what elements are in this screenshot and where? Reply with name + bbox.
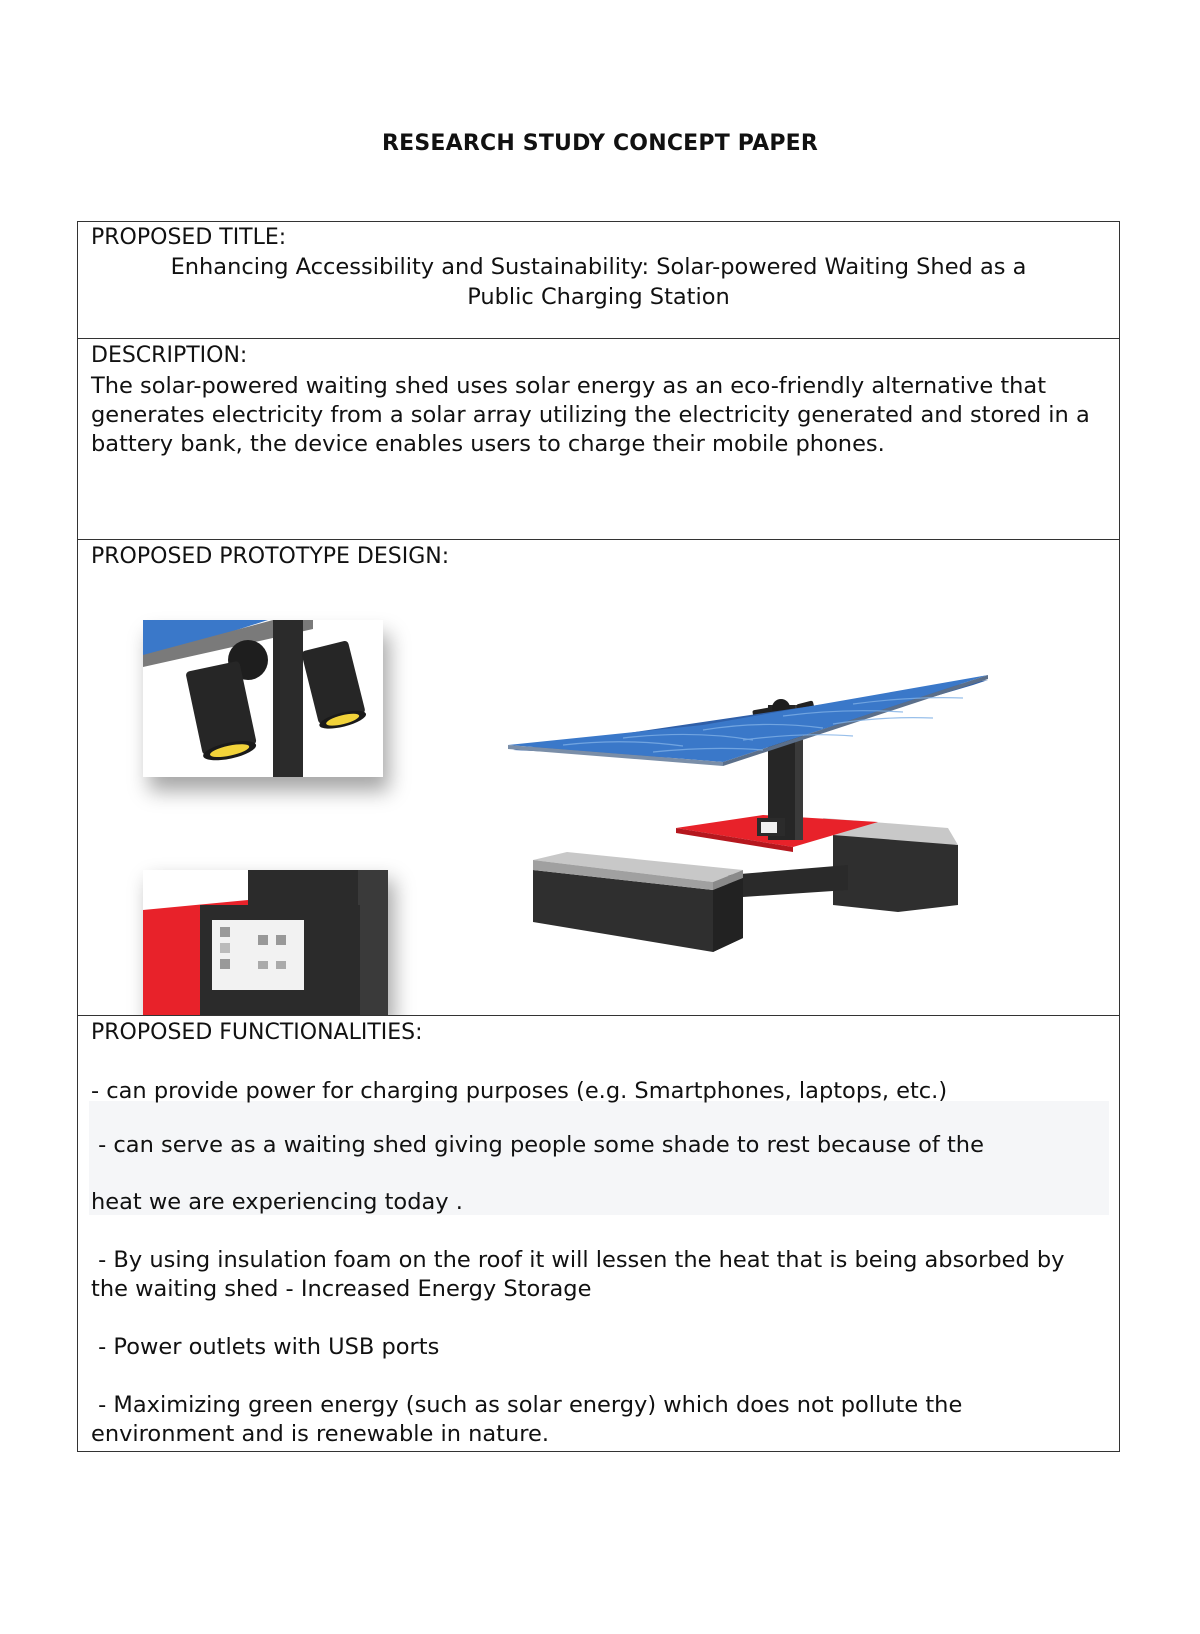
proposed-title-text: [98, 252, 1099, 312]
proposed-title-label: PROPOSED TITLE:: [91, 225, 287, 250]
proposed-title-line-1: Enhancing Accessibility and Sustainability: Solar-powered Waiting Shed as a: [170, 254, 1027, 280]
prototype-section: [78, 540, 1119, 1016]
functionality-item-1: - can provide power for charging purposes (e.g. Smartphones, laptops, etc.): [91, 1078, 948, 1104]
functionality-item-3: - By using insulation foam on the roof it will lessen the heat that is being absorbed by the waiting shed - Increased Energy Storage: [91, 1247, 1072, 1302]
concept-table: [77, 221, 1120, 1452]
document-title: RESEARCH STUDY CONCEPT PAPER: [381, 131, 819, 156]
outlet-closeup-illustration: [138, 865, 398, 1015]
functionality-item-4: - Power outlets with USB ports: [91, 1334, 440, 1360]
lamp-closeup-illustration: [138, 615, 398, 795]
functionalities-section: [78, 1016, 1119, 1451]
description-text: The solar-powered waiting shed uses solar energy as an eco-friendly alternative that generates electricity from a solar array utilizing the electricity generated and stored in a battery bank, the device enables users to charge their mobile phones.: [91, 373, 1090, 457]
functionalities-label: PROPOSED FUNCTIONALITIES:: [91, 1020, 423, 1045]
functionality-item-2: - can serve as a waiting shed giving people some shade to rest because of the: [91, 1132, 984, 1158]
description-label: DESCRIPTION:: [91, 343, 248, 368]
functionality-item-5: - Maximizing green energy (such as solar energy) which does not pollute the environment and is renewable in nature.: [91, 1392, 970, 1447]
proposed-title-line-2: Public Charging Station: [467, 284, 730, 310]
solar-waiting-shed-illustration: [503, 650, 1023, 1000]
functionality-item-2-continued: heat we are experiencing today .: [91, 1189, 463, 1215]
proposed-title-section: [78, 222, 1119, 339]
description-section: [78, 339, 1119, 540]
prototype-label: PROPOSED PROTOTYPE DESIGN:: [91, 544, 450, 569]
